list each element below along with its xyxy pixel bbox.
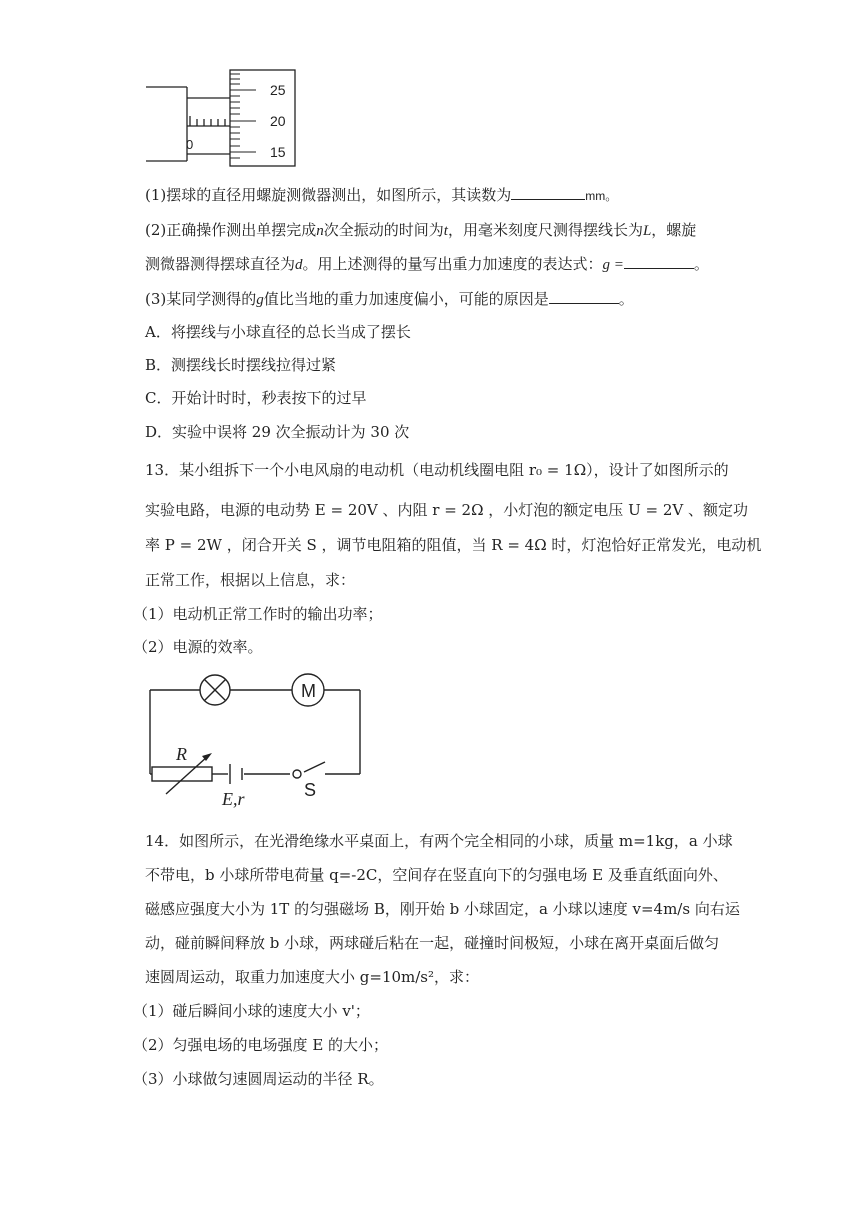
q14-sub-3: （3）小球做匀速圆周运动的半径 R。 (133, 1070, 384, 1088)
answer-blank-reason[interactable] (549, 289, 619, 304)
option-a[interactable]: A．将摆线与小球直径的总长当成了摆长 (145, 323, 411, 341)
q12-part2: (2)正确操作测出单摆完成n次全振动的时间为t，用毫米刻度尺测得摆线长为L，螺旋 (145, 221, 697, 239)
q13-text-2: 实验电路，电源的电动势 E = 20V 、内阻 r = 2Ω ，小灯泡的额定电压 U = 2V 、额定功 (145, 501, 748, 519)
q13-text-4: 正常工作，根据以上信息，求： (145, 571, 356, 589)
q13-sub-1: （1）电动机正常工作时的输出功率； (133, 605, 383, 623)
switch-icon (293, 770, 301, 778)
micrometer-tick-25: 25 (270, 82, 286, 98)
source-label: E,r (222, 789, 245, 809)
q13-text-1: 13．某小组拆下一个小电风扇的电动机（电动机线圈电阻 r₀ = 1Ω），设计了如图所示的 (145, 461, 729, 479)
option-b[interactable]: B．测摆线长时摆线拉得过紧 (145, 356, 337, 374)
resistor-label: R (176, 744, 187, 764)
q12-part2-cont: 测微器测得摆球直径为d。用上述测得的量写出重力加速度的表达式：g = 。 (145, 255, 709, 273)
q14-text-5: 速圆周运动，取重力加速度大小 g=10m/s²，求： (145, 968, 480, 986)
q13-sub-2: （2）电源的效率。 (133, 638, 263, 656)
q14-text-2: 不带电，b 小球所带电荷量 q=-2C，空间存在竖直向下的匀强电场 E 及垂直纸面向外、 (145, 866, 728, 884)
micrometer-figure (140, 66, 310, 170)
q14-text-4: 动，碰前瞬间释放 b 小球，两球碰后粘在一起，碰撞时间极短，小球在离开桌面后做匀 (145, 934, 720, 952)
q14-sub-1: （1）碰后瞬间小球的速度大小 v'； (133, 1002, 370, 1020)
micrometer-tick-15: 15 (270, 144, 286, 160)
circuit-figure (140, 672, 370, 812)
option-c[interactable]: C．开始计时时，秒表按下的过早 (145, 389, 367, 407)
q13-text-3: 率 P = 2W ，闭合开关 S ，调节电阻箱的阻值，当 R = 4Ω 时，灯泡恰好正常发光，电动机 (145, 536, 762, 554)
answer-blank-reading[interactable] (511, 185, 585, 200)
q12-part1: (1)摆球的直径用螺旋测微器测出，如图所示，其读数为 mm。 (145, 186, 618, 204)
motor-label: M (301, 681, 316, 701)
q14-sub-2: （2）匀强电场的电场强度 E 的大小； (133, 1036, 389, 1054)
option-d[interactable]: D．实验中误将 29 次全振动计为 30 次 (145, 423, 410, 441)
switch-label: S (304, 780, 317, 800)
q14-text-3: 磁感应强度大小为 1T 的匀强磁场 B，刚开始 b 小球固定，a 小球以速度 v=4m/s 向右运 (145, 900, 740, 918)
q14-text-1: 14．如图所示，在光滑绝缘水平桌面上，有两个完全相同的小球，质量 m=1kg，a 小球 (145, 832, 733, 850)
micrometer-tick-20: 20 (270, 113, 286, 129)
answer-blank-g[interactable] (624, 254, 694, 269)
micrometer-zero: 0 (186, 137, 194, 152)
q12-part3: (3)某同学测得的g值比当地的重力加速度偏小，可能的原因是 。 (145, 290, 634, 308)
